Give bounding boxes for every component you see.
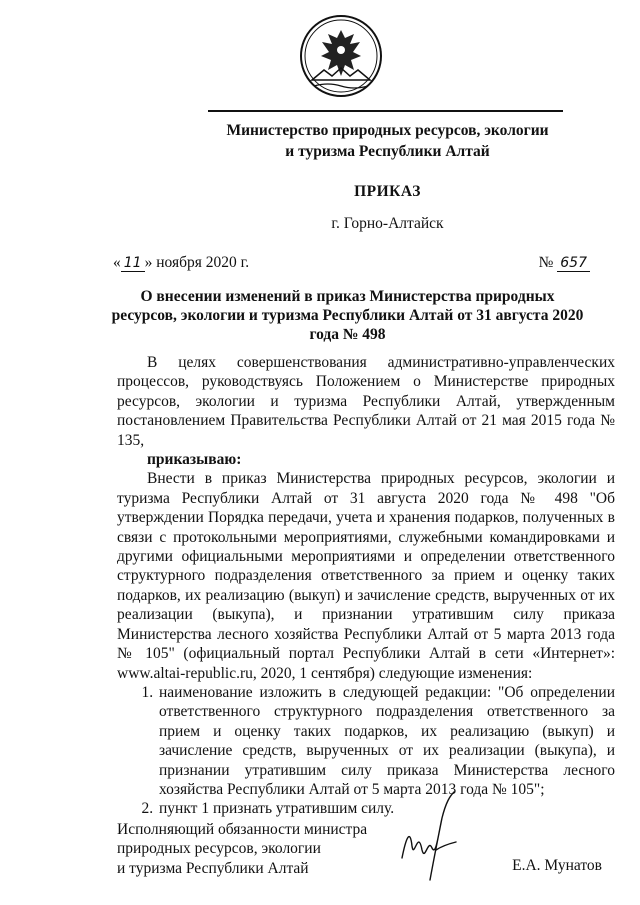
ministry-line: и туризма Республики Алтай — [285, 143, 490, 160]
list-item: 2. пункт 1 признать утратившим силу. — [157, 799, 615, 818]
date-close-quote: » — [144, 254, 153, 271]
number-value: 657 — [557, 256, 590, 272]
order-word: приказываю: — [147, 451, 242, 469]
handwritten-signature — [392, 788, 467, 883]
list-item: 1. наименование изложить в следующей редакции: "Об определении ответственного структурного подразделения ответственного за прием и оценку таких подарков, их реализацию (выкуп) и зачисление средств, вырученных от их реализации (выкупа), и признании утратившим силу приказа Министерства лесного хозяйства Республики Алтай от 5 марта 2013 года № 105"; — [157, 683, 615, 799]
order-subject: О внесении изменений в приказ Министерства природных ресурсов, экологии и туризма Республики Алтай от 31 августа 2020 года № 498 — [111, 288, 584, 343]
order-body — [117, 353, 615, 819]
altai-republic-coat-of-arms-icon — [298, 10, 384, 102]
order-number — [539, 254, 590, 272]
preamble-paragraph: В целях совершенствования административно-управленческих процессов, руководствуясь Положением о Министерстве природных ресурсов, экологии и туризма Республики Алтай, утвержденным постановлением Правительства Республики Алтай от 21 мая 2015 года № 135, — [117, 354, 615, 449]
header-rule — [208, 110, 563, 112]
date-open-quote: « — [113, 254, 121, 271]
order-title: ПРИКАЗ — [354, 183, 421, 200]
signatory-name: Е.А. Мунатов — [512, 857, 602, 874]
ministry-line: Министерство природных ресурсов, экологии — [226, 122, 549, 139]
signatory-line: и туризма Республики Алтай — [117, 859, 309, 877]
order-date — [113, 254, 249, 272]
changes-list — [117, 683, 615, 819]
date-day: 11 — [121, 256, 145, 272]
signatory-position — [117, 820, 397, 878]
main-paragraph: Внести в приказ Министерства природных ресурсов, экологии и туризма Республики Алтай от 31 августа 2020 года № 498 "Об утверждении Порядка передачи, учета и хранения подарков, полученных в связи с протокольными мероприятиями, служебными командировками и другими официальными мероприятиями и определении ответственного структурного подразделения ответственного за прием и оценку таких подарков, их реализацию (выкуп) и зачисление средств, вырученных от их реализации (выкупа), и признании утратившим силу приказа Министерства лесного хозяйства Республики Алтай от 5 марта 2013 года № 105" (официальный портал Республики Алтай в сети «Интернет»: www.altai-republic.ru, 2020, 1 сентября) следующие изменения: — [117, 470, 615, 682]
signatory-line: Исполняющий обязанности министра — [117, 821, 368, 838]
city: г. Горно-Алтайск — [331, 215, 444, 232]
number-label: № — [538, 254, 554, 271]
signatory-line: природных ресурсов, экологии — [117, 840, 321, 858]
date-month-year: ноября 2020 г. — [152, 254, 250, 271]
ministry-name — [195, 120, 580, 162]
